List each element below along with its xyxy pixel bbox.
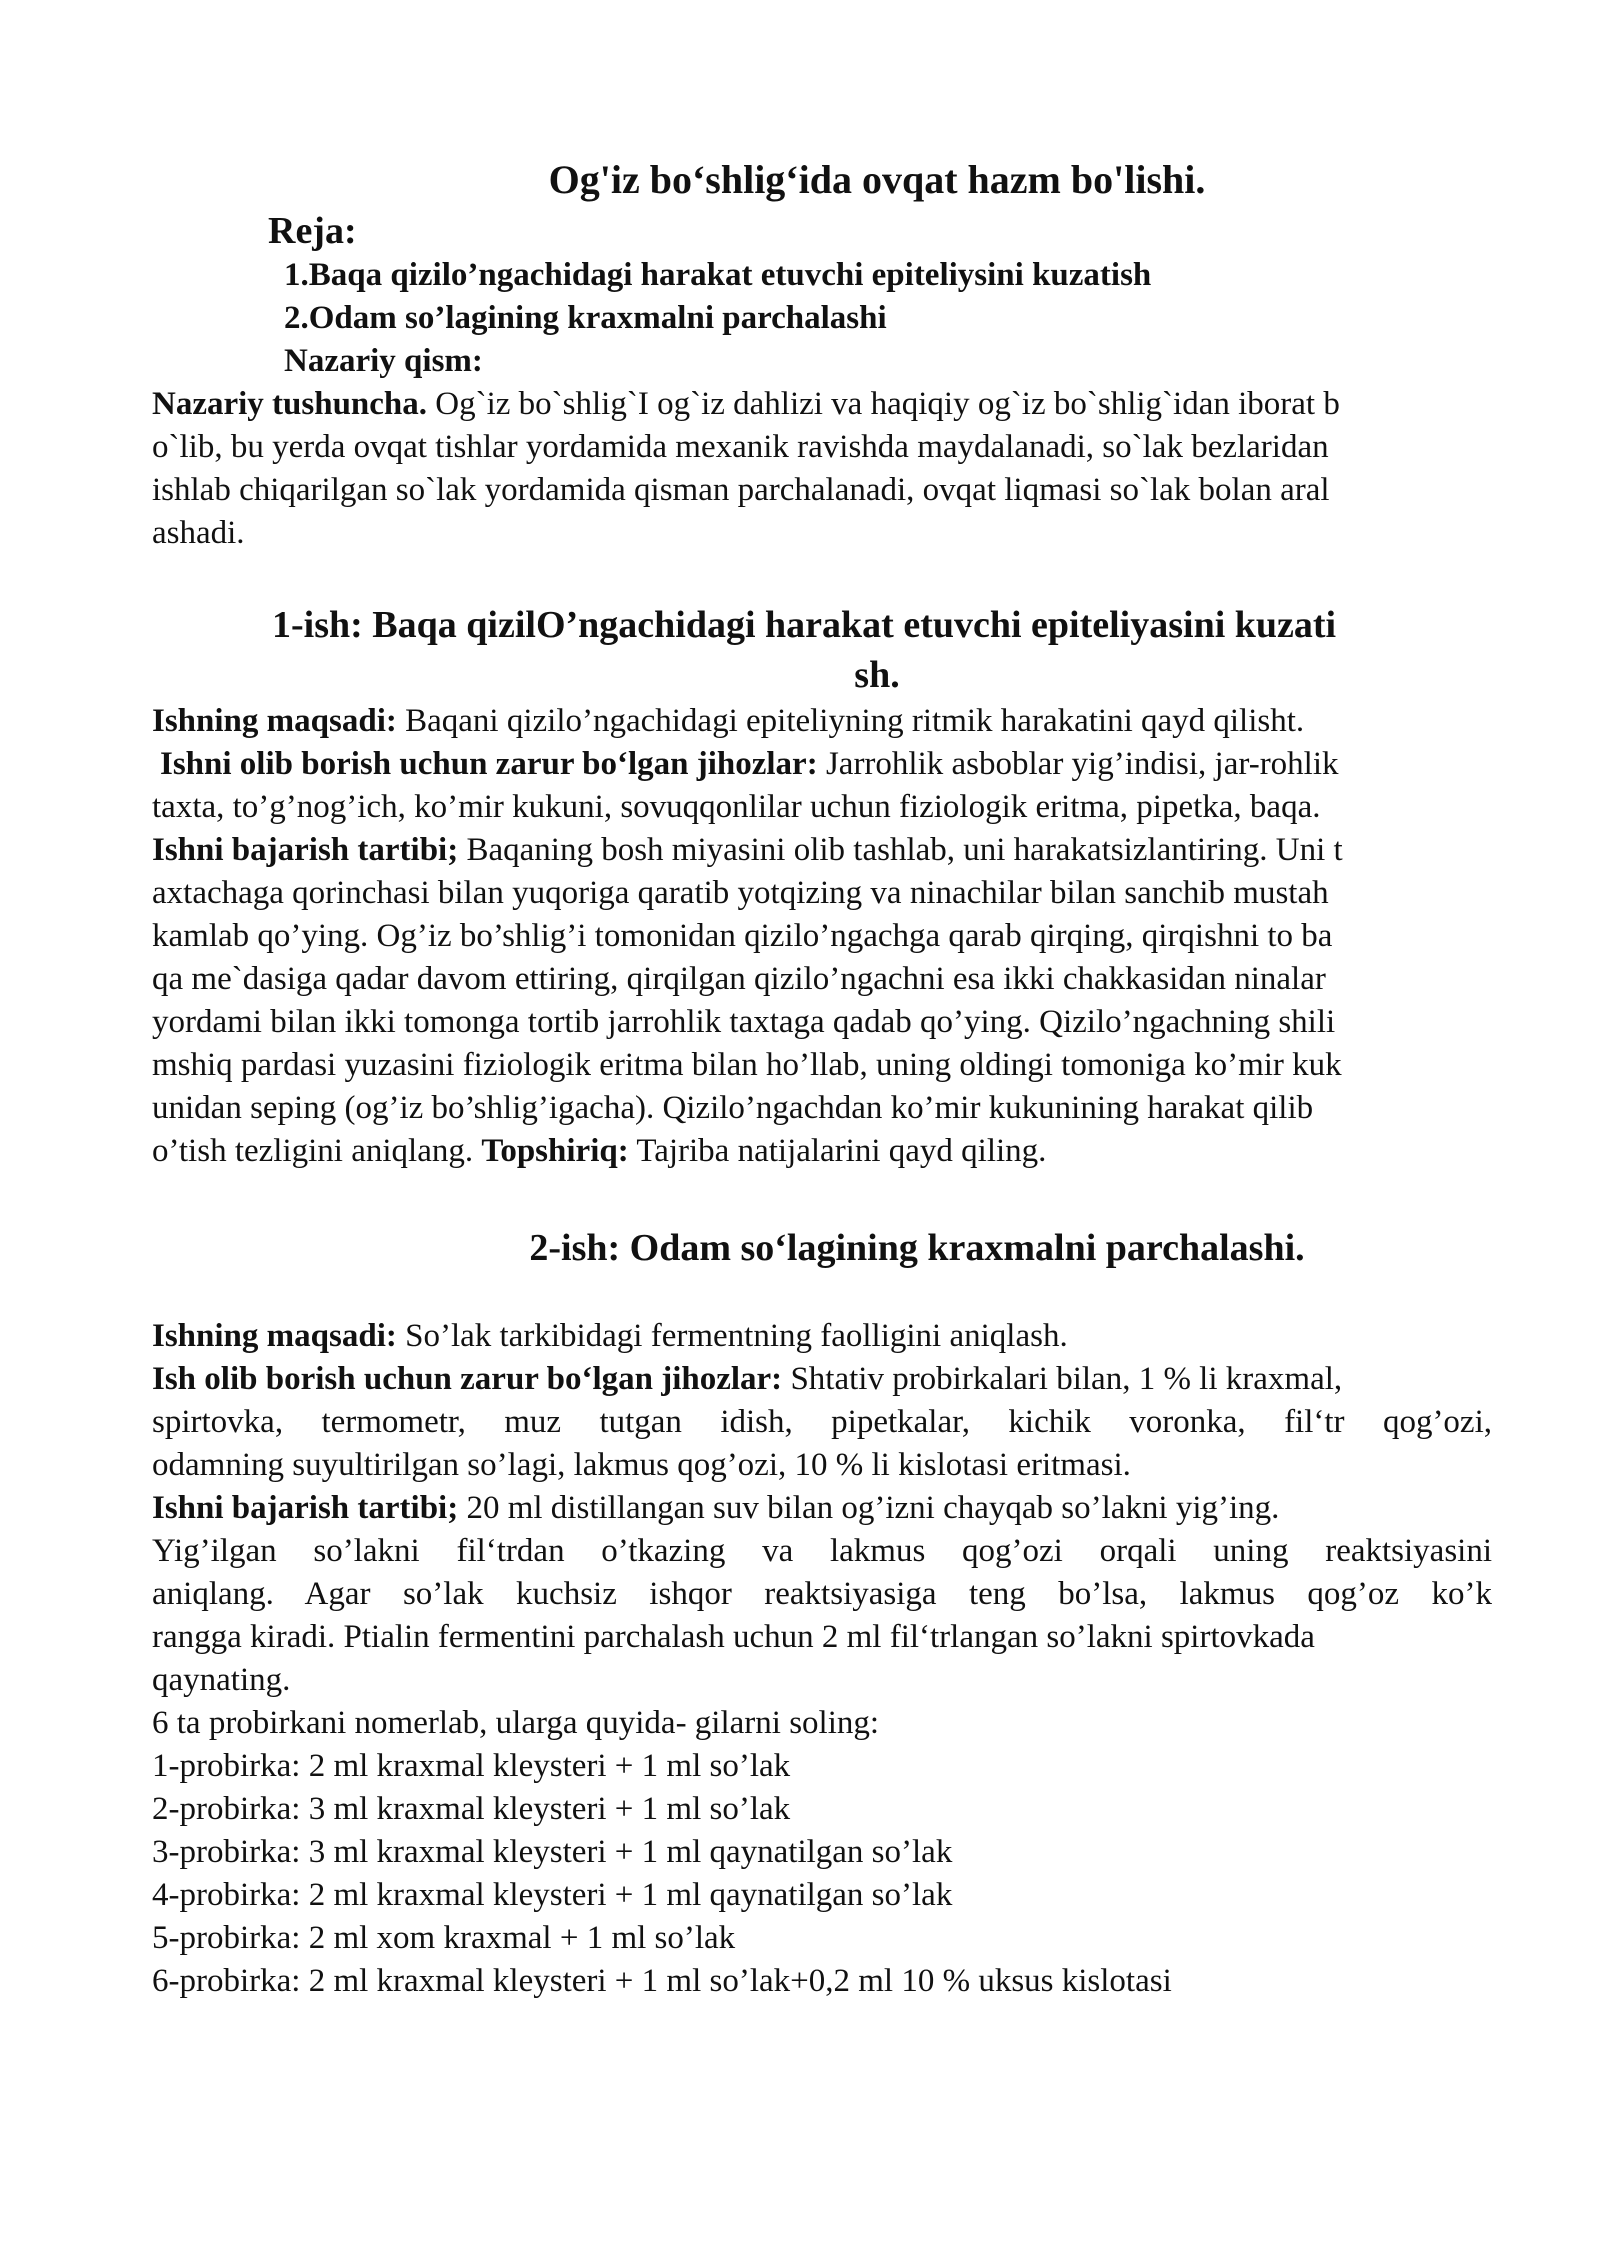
work2-equip-text: Shtativ probirkalari bilan, 1 % li kraxmal, [782,1361,1343,1397]
tube-item: 2-probirka: 3 ml kraxmal kleysteri + 1 ml so’lak [152,1791,791,1827]
work2-equipment [152,1358,1492,1401]
tube-item: 3-probirka: 3 ml kraxmal kleysteri + 1 ml qaynatilgan so’lak [152,1834,953,1870]
work1-equipment [160,743,1500,786]
intro-line: ashadi. [152,515,245,551]
work2-heading: 2-ish: Odam so‘lagining kraxmalni parchalashi. [529,1227,1305,1269]
intro-line [152,383,1492,426]
work1-heading: 1-ish: Baqa qizilO’ngachidagi harakat etuvchi epiteliyasini kuzati [272,604,1337,646]
intro-line: ishlab chiqarilgan so`lak yordamida qisman parchalanadi, ovqat liqmasi so`lak bolan aral [152,472,1330,508]
work2-order-line: Yig’ilgan so’lakni fil‘trdan o’tkazing va lakmus qog’ozi orqali uning reaktsiyasini [152,1533,1492,1569]
work1-order [152,829,1492,872]
work1-order-text: Baqaning bosh miyasini olib tashlab, uni harakatsizlantiring. Uni t [458,832,1343,868]
work2-goal [152,1315,1492,1358]
work1-equipment-line: taxta, to’g’nog’ich, ko’mir kukuni, sovuqqonlilar uchun fiziologik eritma, pipetka, baqa. [152,789,1321,825]
work1-order-last [152,1130,1492,1173]
work2-order [152,1487,1492,1530]
intro-line: o`lib, bu yerda ovqat tishlar yordamida mexanik ravishda maydalanadi, so`lak bezlaridan [152,429,1329,465]
work1-equip-label: Ishni olib borish uchun zarur bo‘lgan jihozlar: [160,746,818,782]
work1-goal [152,700,1492,743]
work1-order-line: yordami bilan ikki tomonga tortib jarrohlik taxtaga qadab qo’ying. Qizilo’ngachning shili [152,1004,1336,1040]
work2-goal-label: Ishning maqsadi: [152,1318,397,1354]
work2-order-label: Ishni bajarish tartibi; [152,1490,459,1526]
work1-equip-text: Jarrohlik asboblar yig’indisi, jar-rohlik [817,746,1339,782]
intro-label: Nazariy tushuncha. [152,386,428,422]
work1-order-line: axtachaga qorinchasi bilan yuqoriga qaratib yotqizing va ninachilar bilan sanchib mustah [152,875,1329,911]
task-text: Tajriba natijalarini qayd qiling. [628,1133,1047,1169]
work1-order-last-text: o’tish tezligini aniqlang. [152,1133,482,1169]
intro-text: Og`iz bo`shlig`I og`iz dahlizi va haqiqiy og`iz bo`shlig`idan iborat b [427,386,1340,422]
tube-item: 6-probirka: 2 ml kraxmal kleysteri + 1 ml so’lak+0,2 ml 10 % uksus kislotasi [152,1963,1172,1999]
work2-goal-text: So’lak tarkibidagi fermentning faolligini aniqlash. [396,1318,1068,1354]
work2-equip-label: Ish olib borish uchun zarur bo‘lgan jihozlar: [152,1361,783,1397]
work2-order-line: aniqlang. Agar so’lak kuchsiz ishqor reaktsiyasiga teng bo’lsa, lakmus qog’oz ko’k [152,1576,1492,1612]
work2-order-text: 20 ml distillangan suv bilan og’izni chayqab so’lakni yig’ing. [458,1490,1280,1526]
work1-order-label: Ishni bajarish tartibi; [152,832,459,868]
work1-goal-text: Baqani qizilo’ngachidagi epiteliyning ritmik harakatini qayd qilisht. [396,703,1305,739]
plan-item-1: 1.Baqa qizilo’ngachidagi harakat etuvchi epiteliysini kuzatish [284,257,1152,293]
work2-equipment-line: spirtovka, termometr, muz tutgan idish, pipetkalar, kichik voronka, fil‘tr qog’ozi, [152,1404,1492,1440]
task-label: Topshiriq: [481,1133,629,1169]
work1-order-line: mshiq pardasi yuzasini fiziologik eritma bilan ho’llab, uning oldingi tomoniga ko’mir kuk [152,1047,1342,1083]
work2-order-last: qaynating. [152,1662,291,1698]
plan-label: Reja: [268,210,357,252]
tube-item: 4-probirka: 2 ml kraxmal kleysteri + 1 ml qaynatilgan so’lak [152,1877,953,1913]
work2-equipment-last: odamning suyultirilgan so’lagi, lakmus qog’ozi, 10 % li kislotasi eritmasi. [152,1447,1131,1483]
tube-item: 1-probirka: 2 ml kraxmal kleysteri + 1 ml so’lak [152,1748,791,1784]
theory-label: Nazariy qism: [284,343,483,379]
work1-heading-cont: sh. [854,654,900,696]
page-title: Og'iz bo‘shlig‘ida ovqat hazm bo'lishi. [548,157,1206,202]
plan-item-2: 2.Odam so’lagining kraxmalni parchalashi [284,300,887,336]
tube-item: 5-probirka: 2 ml xom kraxmal + 1 ml so’lak [152,1920,736,1956]
tubes-intro: 6 ta probirkani nomerlab, ularga quyida- gilarni soling: [152,1705,880,1741]
work1-order-line: qa me`dasiga qadar davom ettiring, qirqilgan qizilo’ngachni esa ikki chakkasidan ninalar [152,961,1326,997]
work1-order-line: kamlab qo’ying. Og’iz bo’shlig’i tomonidan qizilo’ngachga qarab qirqing, qirqishni to ba [152,918,1333,954]
work2-order-line: rangga kiradi. Ptialin fermentini parchalash uchun 2 ml fil‘trlangan so’lakni spirtovkada [152,1619,1315,1655]
work1-order-line: unidan seping (og’iz bo’shlig’igacha). Qizilo’ngachdan ko’mir kukunining harakat qilib [152,1090,1314,1126]
work1-goal-label: Ishning maqsadi: [152,703,397,739]
